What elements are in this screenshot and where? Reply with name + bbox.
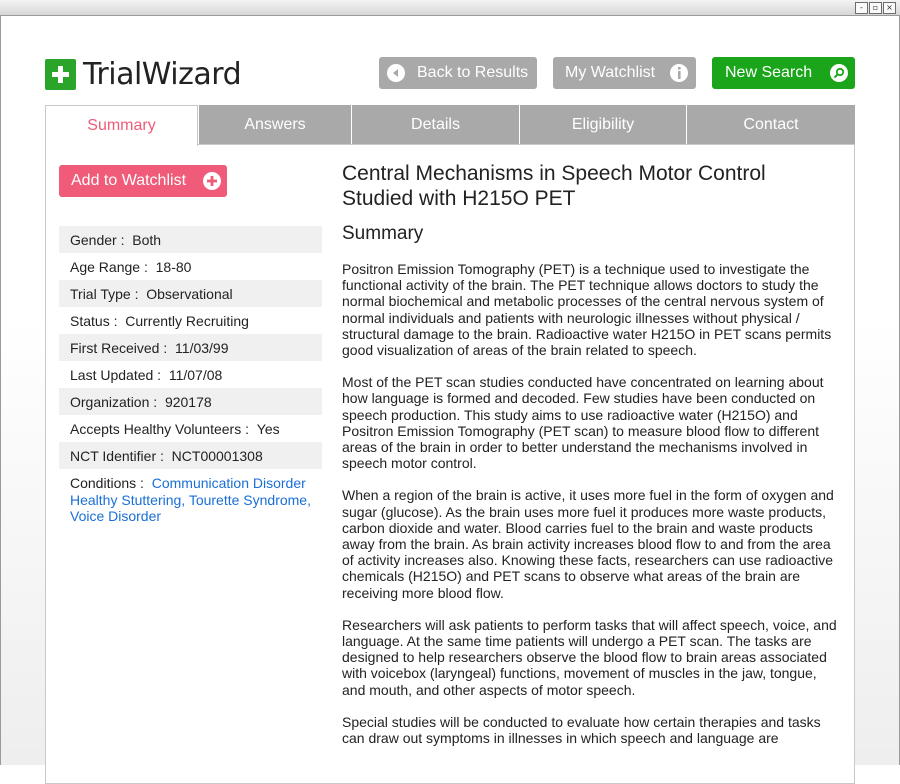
trial-info-list <box>59 226 322 525</box>
info-label: Trial Type : <box>70 285 139 302</box>
window-border-left <box>0 16 1 765</box>
summary-paragraph: Positron Emission Tomography (PET) is a technique used to investigate the functional activity of the brain. The PET technique allows doctors to study the normal biochemical and metabolic processes of the central nervous system of normal individuals and patients with neurologic illnesses without physical / structural damage to the brain. Radioactive water H215O in PET scans permits good visualization of areas of the brain related to speech. <box>342 261 832 359</box>
brand-name: TrialWizard <box>83 57 242 92</box>
summary-paragraph: Researchers will ask patients to perform tasks that will affect speech, voice, and language. At the same time patients will undergo a PET scan. The tasks are designed to help researchers observe the blood flow to brain areas associated with voicebox (laryngeal) functions, movement of muscles in the jaw, tongue, and mouth, and other aspects of motor speech. <box>342 616 837 698</box>
info-value: 18-80 <box>155 258 192 275</box>
study-title <box>342 161 842 211</box>
info-label: NCT Identifier : <box>70 447 164 464</box>
info-row-nct-identifier <box>59 442 322 469</box>
tab-answers[interactable]: Answers <box>199 105 351 145</box>
info-label: First Received : <box>70 339 168 356</box>
add-to-watchlist-button[interactable] <box>59 165 227 197</box>
summary-paragraph: Most of the PET scan studies conducted have concentrated on learning about how language is formed and decoded. Few studies have been conducted on speech production. This study aims to use radioactive water (H215O) and Positron Emission Tomography (PET scan) to measure blood flow to different areas of the brain in order to better understand the mechanisms involved in speech motor control. <box>342 374 824 472</box>
info-value: 920178 <box>164 393 212 410</box>
info-row-gender <box>59 226 322 253</box>
info-label: Gender : <box>70 231 125 248</box>
plus-circle-icon <box>203 172 221 190</box>
close-button[interactable]: × <box>883 2 896 14</box>
info-label: Age Range : <box>70 258 148 275</box>
info-row-trial-type <box>59 280 322 307</box>
arrow-left-icon <box>387 64 405 82</box>
info-value: Observational <box>146 285 233 302</box>
info-value: NCT00001308 <box>171 447 263 464</box>
window-titlebar <box>0 0 900 16</box>
new-search-button[interactable] <box>712 57 855 89</box>
info-label: Accepts Healthy Volunteers : <box>70 420 249 437</box>
summary-paragraph: Special studies will be conducted to evaluate how certain therapies and tasks can draw out symptoms in illnesses in which speech and language are <box>342 713 821 747</box>
new-search-label: New Search <box>725 64 813 81</box>
back-to-results-label: Back to Results <box>417 64 529 81</box>
tab-details[interactable]: Details <box>352 105 519 145</box>
minimize-button[interactable]: - <box>855 2 868 14</box>
condition-link[interactable]: Communication Disorder <box>151 475 306 491</box>
info-row-age-range <box>59 253 322 280</box>
conditions-label: Conditions : <box>70 475 144 491</box>
my-watchlist-button[interactable] <box>553 57 696 89</box>
back-to-results-button[interactable] <box>379 57 537 89</box>
info-row-organization <box>59 388 322 415</box>
condition-link[interactable]: Voice Disorder <box>70 508 162 524</box>
study-title-line: Central Mechanisms in Speech Motor Control <box>342 162 766 185</box>
info-value: Currently Recruiting <box>125 312 249 329</box>
condition-link[interactable]: Healthy Stuttering, <box>70 491 186 508</box>
conditions-block <box>59 469 322 525</box>
info-value: 11/03/99 <box>175 339 229 356</box>
add-to-watchlist-label: Add to Watchlist <box>71 172 187 189</box>
brand-logo[interactable] <box>45 57 241 92</box>
study-content <box>342 161 842 746</box>
info-value: Yes <box>256 420 280 437</box>
info-icon <box>670 64 688 82</box>
tab-eligibility[interactable]: Eligibility <box>520 105 686 145</box>
info-row-first-received <box>59 334 322 361</box>
plus-icon <box>45 59 76 90</box>
maximize-button[interactable]: ▫ <box>869 2 882 14</box>
my-watchlist-label: My Watchlist <box>565 64 656 81</box>
info-label: Last Updated : <box>70 366 162 383</box>
tab-summary[interactable]: Summary <box>45 105 198 146</box>
search-icon <box>830 64 848 82</box>
info-label: Status : <box>70 312 118 329</box>
info-row-last-updated <box>59 361 322 388</box>
info-label: Organization : <box>70 393 158 410</box>
info-row-status <box>59 307 322 334</box>
info-value: Both <box>132 231 162 248</box>
tab-contact[interactable]: Contact <box>687 105 855 145</box>
condition-link[interactable]: Tourette Syndrome, <box>188 491 311 508</box>
study-title-line: Studied with H215O PET <box>342 187 576 210</box>
info-value: 11/07/08 <box>168 366 223 383</box>
summary-paragraph: When a region of the brain is active, it uses more fuel in the form of oxygen and sugar (glucose). As the brain uses more fuel it produces more waste products, carbon dioxide and water. Blood carries fuel to the brain and waste products away from the brain. As brain activity increases blood flow to and from the area of activity increases also. Knowing these facts, researchers can use radioactive chemicals (H215O) and PET scans to observe what areas of the brain are receiving more blood flow. <box>342 487 834 601</box>
info-row-healthy-volunteers <box>59 415 322 442</box>
section-heading: Summary <box>342 223 424 244</box>
